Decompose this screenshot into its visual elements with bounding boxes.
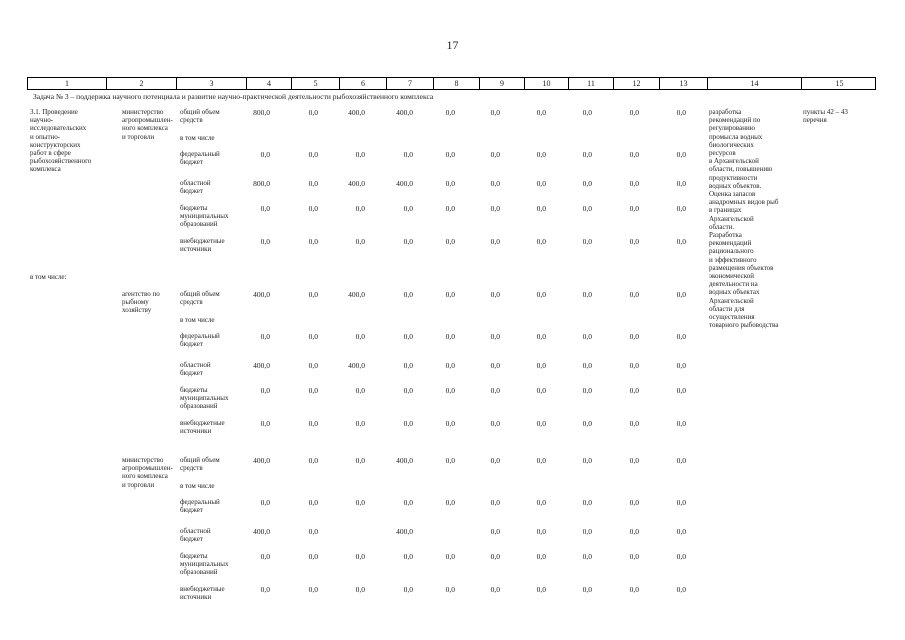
amount-cell: 400,0 xyxy=(253,361,270,370)
amount-cell: 0,0 xyxy=(403,498,413,507)
amount-cell: 0,0 xyxy=(260,386,270,395)
amount-cell: 0,0 xyxy=(536,386,546,395)
column-number-13: 13 xyxy=(659,78,707,89)
amount-cell: 0,0 xyxy=(403,361,413,370)
column-number-3: 3 xyxy=(176,78,246,89)
funding-source: областной бюджет xyxy=(180,179,211,196)
amount-cell: 0,0 xyxy=(445,290,455,299)
amount-cell: 0,0 xyxy=(308,419,318,428)
amount-cell: 0,0 xyxy=(355,204,365,213)
amount-cell: 0,0 xyxy=(629,361,639,370)
column-number-10: 10 xyxy=(524,78,568,89)
amount-cell: 0,0 xyxy=(629,552,639,561)
amount-cell: 0,0 xyxy=(260,237,270,246)
amount-cell: 0,0 xyxy=(536,498,546,507)
amount-cell: 0,0 xyxy=(490,179,500,188)
amount-cell: 0,0 xyxy=(355,332,365,341)
amount-cell: 0,0 xyxy=(490,456,500,465)
amount-cell: 0,0 xyxy=(308,498,318,507)
amount-cell: 0,0 xyxy=(490,527,500,536)
column-number-15: 15 xyxy=(801,78,877,89)
amount-cell: 400,0 xyxy=(348,290,365,299)
amount-cell: 0,0 xyxy=(403,290,413,299)
column-number-5: 5 xyxy=(291,78,339,89)
amount-cell: 0,0 xyxy=(490,332,500,341)
funding-source: бюджеты муниципальных образований xyxy=(180,552,229,577)
amount-cell: 0,0 xyxy=(445,552,455,561)
amount-cell: 0,0 xyxy=(403,552,413,561)
amount-cell: 0,0 xyxy=(445,108,455,117)
amount-cell: 0,0 xyxy=(629,179,639,188)
column-number-6: 6 xyxy=(339,78,386,89)
amount-cell: 0,0 xyxy=(582,204,592,213)
amount-cell: 0,0 xyxy=(445,361,455,370)
amount-cell: 0,0 xyxy=(676,527,686,536)
amount-cell: 0,0 xyxy=(676,456,686,465)
amount-cell: 0,0 xyxy=(355,386,365,395)
amount-cell: 0,0 xyxy=(629,456,639,465)
amount-cell: 400,0 xyxy=(396,179,413,188)
amount-cell: 0,0 xyxy=(629,108,639,117)
amount-cell: 0,0 xyxy=(308,108,318,117)
column-number-2: 2 xyxy=(106,78,176,89)
amount-cell: 0,0 xyxy=(676,150,686,159)
column-number-8: 8 xyxy=(433,78,479,89)
amount-cell: 0,0 xyxy=(676,552,686,561)
amount-cell: 0,0 xyxy=(260,552,270,561)
amount-cell: 0,0 xyxy=(582,108,592,117)
amount-cell: 0,0 xyxy=(629,419,639,428)
amount-cell: 400,0 xyxy=(253,456,270,465)
amount-cell: 0,0 xyxy=(490,204,500,213)
amount-cell: 800,0 xyxy=(253,179,270,188)
amount-cell: 0,0 xyxy=(445,237,455,246)
amount-cell: 0,0 xyxy=(490,552,500,561)
amount-cell: 0,0 xyxy=(308,527,318,536)
amount-cell: 0,0 xyxy=(355,585,365,594)
amount-cell: 0,0 xyxy=(582,527,592,536)
executor-name: агентство по рыбному хозяйству xyxy=(122,290,160,315)
amount-cell: 0,0 xyxy=(308,552,318,561)
amount-cell: 0,0 xyxy=(355,150,365,159)
column-number-14: 14 xyxy=(707,78,801,89)
amount-cell: 0,0 xyxy=(490,290,500,299)
amount-cell: 0,0 xyxy=(308,585,318,594)
amount-cell: 0,0 xyxy=(676,386,686,395)
amount-cell: 0,0 xyxy=(629,585,639,594)
funding-source: федеральный бюджет xyxy=(180,498,220,515)
column-number-12: 12 xyxy=(613,78,659,89)
column-number-4: 4 xyxy=(246,78,291,89)
amount-cell: 0,0 xyxy=(676,498,686,507)
in-total-label: в том числе: xyxy=(30,273,67,281)
amount-cell: 0,0 xyxy=(445,419,455,428)
funding-source: областной бюджет xyxy=(180,527,211,544)
amount-cell: 0,0 xyxy=(308,204,318,213)
amount-cell: 0,0 xyxy=(308,361,318,370)
amount-cell: 0,0 xyxy=(260,419,270,428)
funding-source: внебюджетные источники xyxy=(180,585,225,602)
amount-cell: 0,0 xyxy=(629,237,639,246)
amount-cell: 0,0 xyxy=(536,585,546,594)
amount-cell: 0,0 xyxy=(582,456,592,465)
amount-cell: 0,0 xyxy=(445,386,455,395)
amount-cell: 400,0 xyxy=(396,456,413,465)
funding-source: внебюджетные источники xyxy=(180,237,225,254)
amount-cell: 0,0 xyxy=(403,204,413,213)
amount-cell: 0,0 xyxy=(629,150,639,159)
amount-cell: 0,0 xyxy=(582,237,592,246)
amount-cell: 0,0 xyxy=(676,108,686,117)
amount-cell: 0,0 xyxy=(536,237,546,246)
amount-cell: 0,0 xyxy=(445,332,455,341)
amount-cell: 0,0 xyxy=(308,150,318,159)
amount-cell: 400,0 xyxy=(396,527,413,536)
amount-cell: 0,0 xyxy=(676,332,686,341)
amount-cell: 400,0 xyxy=(253,527,270,536)
amount-cell: 400,0 xyxy=(348,108,365,117)
amount-cell: 0,0 xyxy=(490,419,500,428)
amount-cell: 0,0 xyxy=(629,498,639,507)
amount-cell: 0,0 xyxy=(676,290,686,299)
amount-cell: 0,0 xyxy=(536,361,546,370)
amount-cell: 0,0 xyxy=(308,386,318,395)
funding-source: в том числе xyxy=(180,482,215,490)
amount-cell: 0,0 xyxy=(445,204,455,213)
funding-source: общий объем средств xyxy=(180,456,220,473)
column-number-1: 1 xyxy=(65,79,69,88)
amount-cell: 0,0 xyxy=(445,179,455,188)
amount-cell: 0,0 xyxy=(308,179,318,188)
amount-cell: 0,0 xyxy=(308,290,318,299)
amount-cell: 0,0 xyxy=(403,150,413,159)
amount-cell: 0,0 xyxy=(582,150,592,159)
amount-cell: 0,0 xyxy=(536,552,546,561)
amount-cell: 0,0 xyxy=(536,204,546,213)
amount-cell: 0,0 xyxy=(676,361,686,370)
task-title: Задача № 3 – поддержка научного потенциала и развитие научно-практической деятельности рыбохозяйственного комплекса xyxy=(33,92,434,101)
amount-cell: 0,0 xyxy=(676,237,686,246)
amount-cell: 0,0 xyxy=(260,204,270,213)
amount-cell: 0,0 xyxy=(403,332,413,341)
amount-cell: 0,0 xyxy=(403,237,413,246)
amount-cell: 0,0 xyxy=(308,332,318,341)
amount-cell: 0,0 xyxy=(629,290,639,299)
amount-cell: 0,0 xyxy=(445,498,455,507)
points-reference: пункты 42 – 43 перечня xyxy=(803,108,848,125)
amount-cell: 0,0 xyxy=(536,290,546,299)
amount-cell: 0,0 xyxy=(355,498,365,507)
amount-cell: 0,0 xyxy=(582,552,592,561)
amount-cell: 0,0 xyxy=(403,585,413,594)
amount-cell: 0,0 xyxy=(355,552,365,561)
amount-cell: 0,0 xyxy=(629,386,639,395)
amount-cell: 0,0 xyxy=(355,456,365,465)
amount-cell: 0,0 xyxy=(536,456,546,465)
funding-source: в том числе xyxy=(180,316,215,324)
amount-cell: 0,0 xyxy=(490,237,500,246)
amount-cell: 0,0 xyxy=(676,419,686,428)
amount-cell: 0,0 xyxy=(582,386,592,395)
amount-cell: 0,0 xyxy=(355,237,365,246)
amount-cell: 0,0 xyxy=(582,498,592,507)
funding-source: бюджеты муниципальных образований xyxy=(180,386,229,411)
amount-cell: 0,0 xyxy=(676,585,686,594)
amount-cell: 0,0 xyxy=(490,108,500,117)
amount-cell: 0,0 xyxy=(582,585,592,594)
amount-cell: 0,0 xyxy=(582,361,592,370)
amount-cell: 0,0 xyxy=(490,150,500,159)
funding-source: федеральный бюджет xyxy=(180,150,220,167)
amount-cell: 0,0 xyxy=(676,179,686,188)
amount-cell: 0,0 xyxy=(445,585,455,594)
column-number-7: 7 xyxy=(386,78,433,89)
column-number-11: 11 xyxy=(568,78,613,89)
amount-cell: 0,0 xyxy=(536,527,546,536)
amount-cell: 0,0 xyxy=(629,527,639,536)
activity-name: 3.1. Проведение научно- исследовательских и опытно- конструкторских работ в сфере рыбохозяйственного комплекса xyxy=(30,108,92,174)
amount-cell: 0,0 xyxy=(490,585,500,594)
amount-cell: 0,0 xyxy=(445,150,455,159)
amount-cell: 0,0 xyxy=(260,150,270,159)
funding-source: в том числе xyxy=(180,134,215,142)
funding-source: федеральный бюджет xyxy=(180,332,220,349)
amount-cell: 0,0 xyxy=(629,332,639,341)
amount-cell: 0,0 xyxy=(308,456,318,465)
amount-cell: 0,0 xyxy=(582,419,592,428)
amount-cell: 0,0 xyxy=(490,498,500,507)
amount-cell: 0,0 xyxy=(490,386,500,395)
amount-cell: 0,0 xyxy=(536,419,546,428)
amount-cell: 0,0 xyxy=(260,498,270,507)
funding-source: общий объем средств xyxy=(180,108,220,125)
amount-cell: 0,0 xyxy=(490,361,500,370)
column-number-9: 9 xyxy=(479,78,524,89)
amount-cell: 400,0 xyxy=(396,108,413,117)
amount-cell: 400,0 xyxy=(348,361,365,370)
amount-cell: 0,0 xyxy=(445,456,455,465)
executor-name: министерство агропромышлен- ного комплекса и торговли xyxy=(122,456,173,489)
funding-source: внебюджетные источники xyxy=(180,419,225,436)
amount-cell: 0,0 xyxy=(582,290,592,299)
funding-source: бюджеты муниципальных образований xyxy=(180,204,229,229)
amount-cell: 400,0 xyxy=(253,290,270,299)
amount-cell: 0,0 xyxy=(355,419,365,428)
amount-cell: 0,0 xyxy=(582,179,592,188)
amount-cell: 0,0 xyxy=(308,237,318,246)
amount-cell: 0,0 xyxy=(536,179,546,188)
amount-cell: 0,0 xyxy=(676,204,686,213)
amount-cell: 0,0 xyxy=(260,332,270,341)
expected-result: разработка рекомендаций по регулированию промысла водных биологических ресурсов в Архангельской области, повышению продуктивности водных объектов. Оценка запасов анадромных видов рыб в границах Архангельской области. Разработка рекомендаций рационального и эффективного размещения объектов экономической деятельности на водных объектах Архангельской области для осуществления товарного рыбоводства xyxy=(709,108,779,330)
amount-cell: 800,0 xyxy=(253,108,270,117)
executor-name: министерство агропромышлен- ного комплекса и торговли xyxy=(122,108,173,141)
amount-cell: 0,0 xyxy=(629,204,639,213)
funding-source: областной бюджет xyxy=(180,361,211,378)
amount-cell: 0,0 xyxy=(403,419,413,428)
amount-cell: 0,0 xyxy=(403,386,413,395)
page-number: 17 xyxy=(446,38,459,52)
amount-cell: 0,0 xyxy=(536,108,546,117)
amount-cell: 0,0 xyxy=(260,585,270,594)
column-number-header xyxy=(27,77,876,90)
amount-cell: 400,0 xyxy=(348,179,365,188)
amount-cell: 0,0 xyxy=(536,150,546,159)
amount-cell: 0,0 xyxy=(536,332,546,341)
funding-source: общий объем средств xyxy=(180,290,220,307)
amount-cell: 0,0 xyxy=(582,332,592,341)
